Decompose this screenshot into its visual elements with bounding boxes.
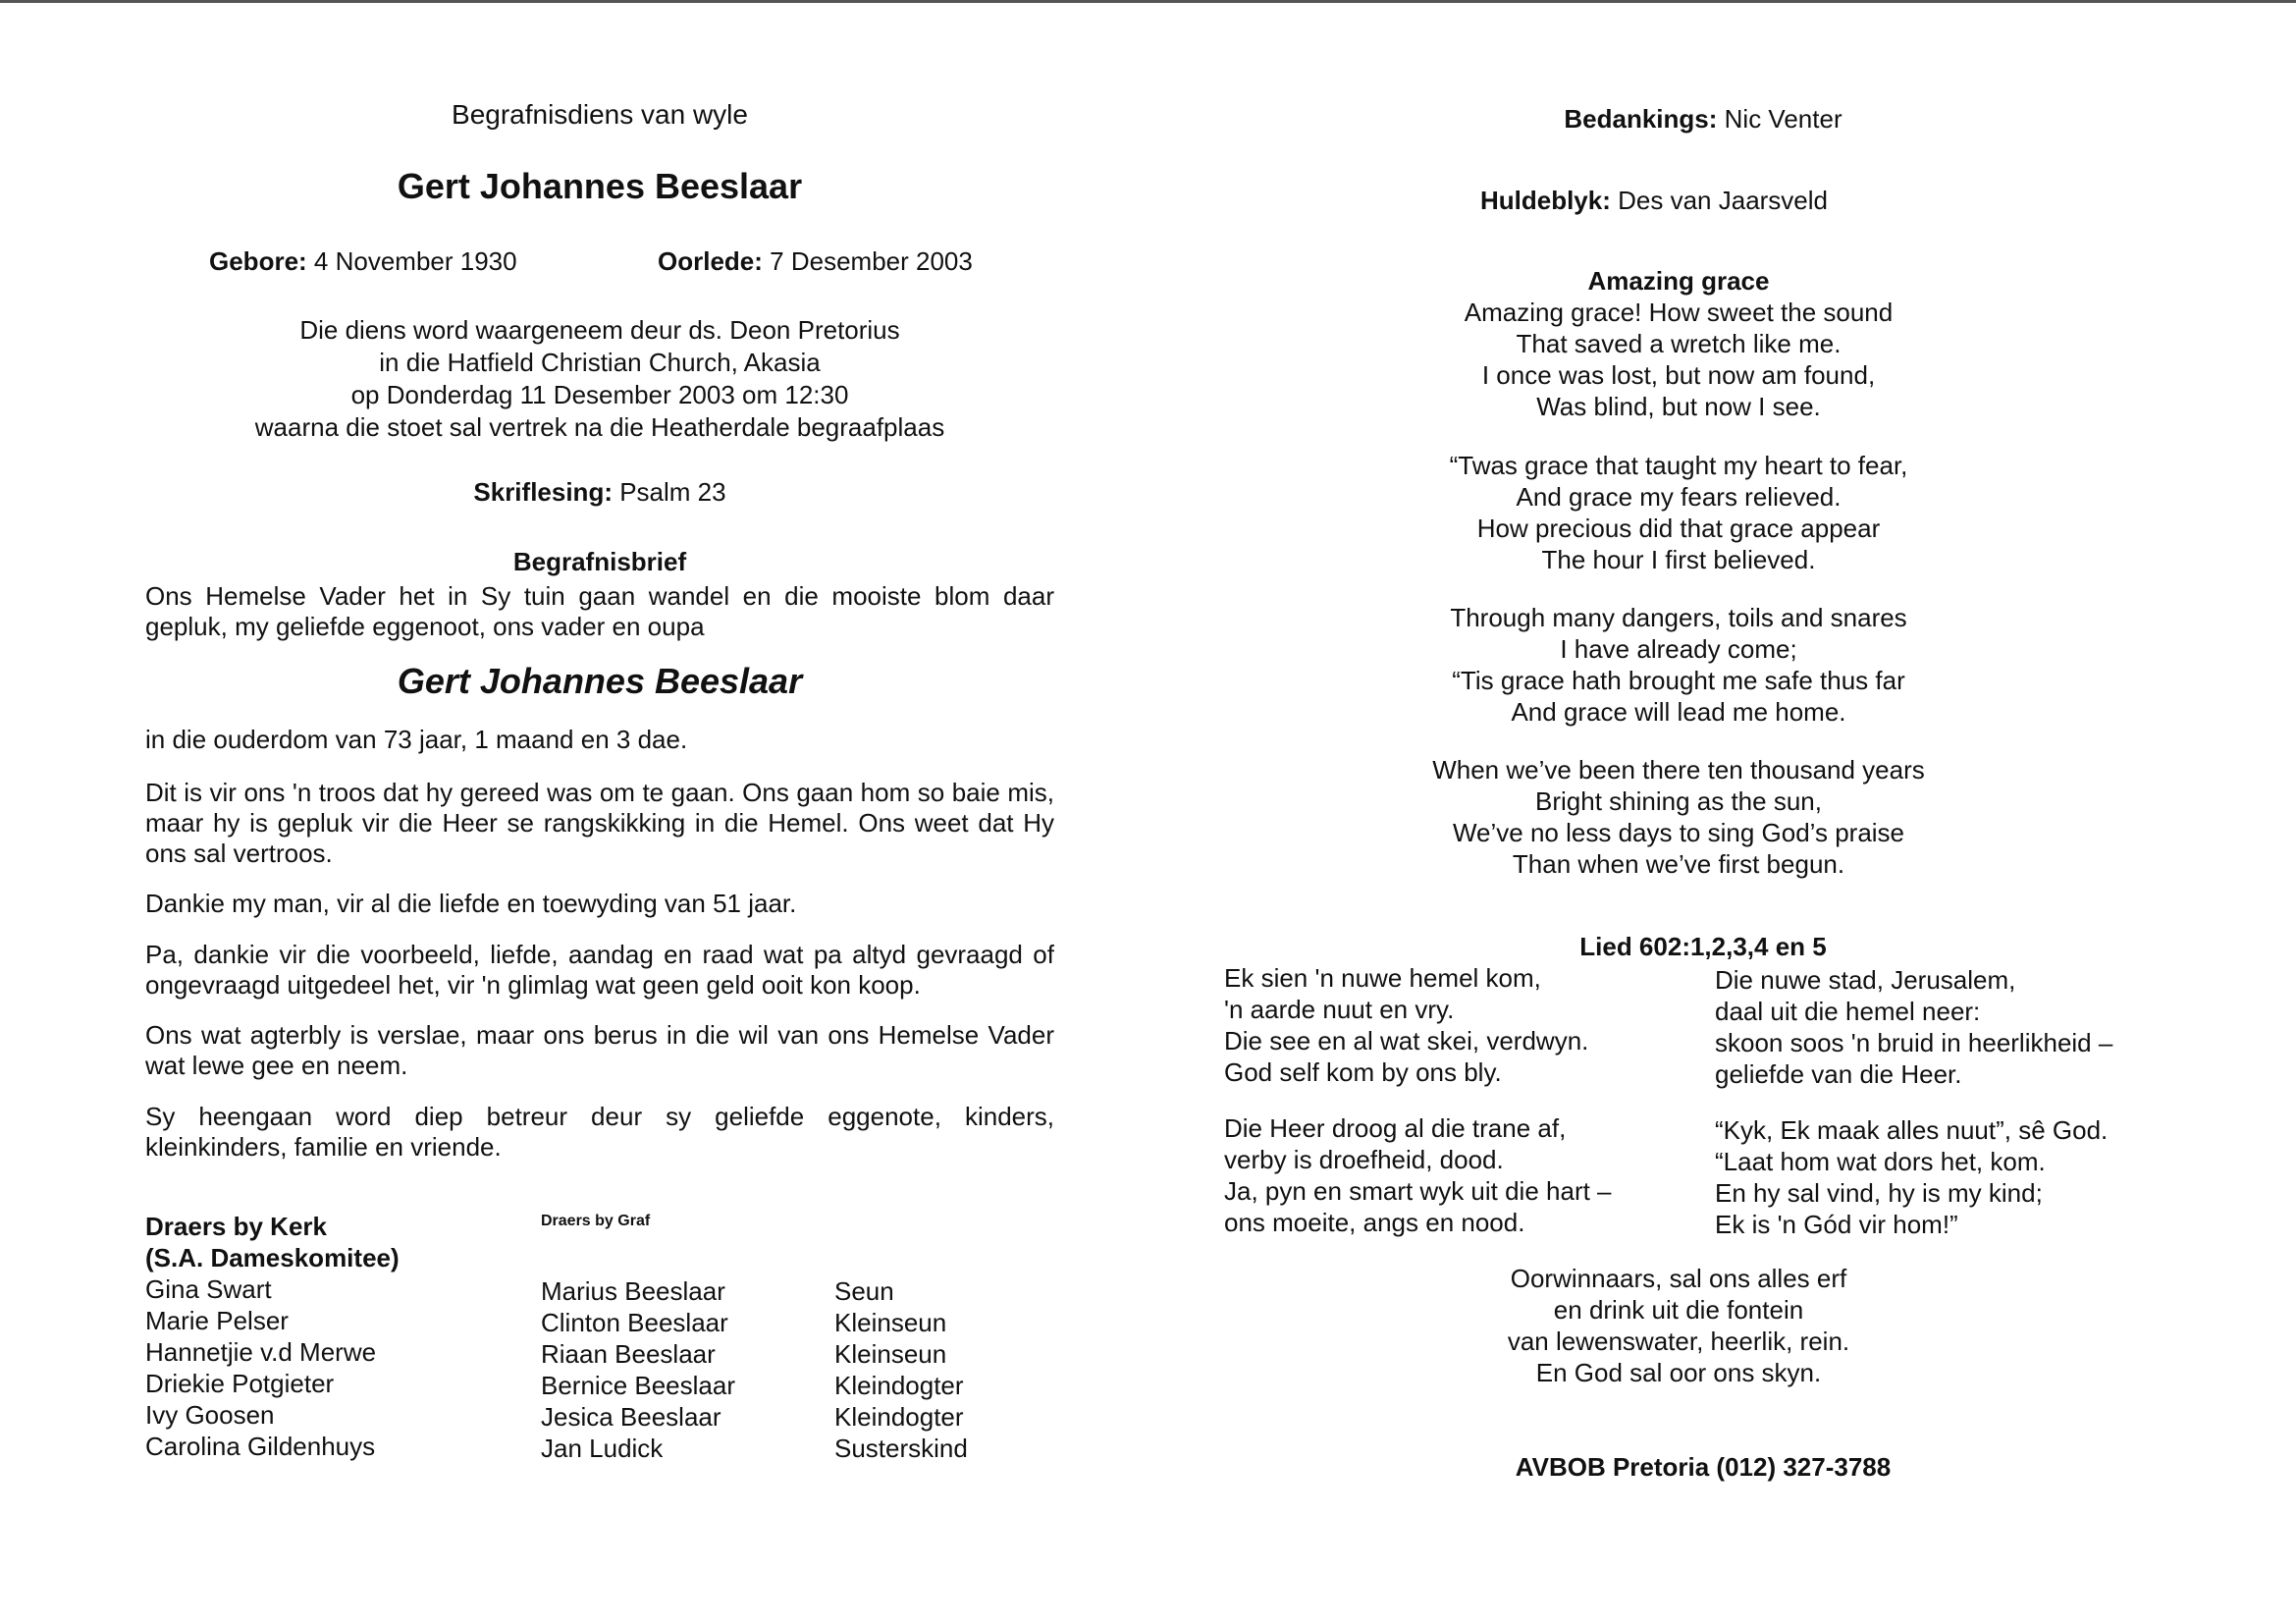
- list-item: Susterskind: [834, 1434, 968, 1463]
- birth-date: [209, 245, 517, 278]
- list-item: Jesica Beeslaar: [541, 1402, 721, 1432]
- song-left-stanza: [1224, 1112, 1612, 1238]
- letter-title: Begrafnisbrief: [512, 547, 687, 576]
- song-line: God self kom by ons bly.: [1224, 1057, 1502, 1087]
- song-line: van lewenswater, heerlik, rein.: [1507, 1326, 1850, 1356]
- hymn-line: That saved a wretch like me.: [1516, 329, 1842, 358]
- hymn-line: Amazing grace! How sweet the sound: [1464, 298, 1894, 327]
- song-line: “Laat hom wat dors het, kom.: [1715, 1147, 2046, 1176]
- hymn-line: Was blind, but now I see.: [1536, 392, 1821, 421]
- song-title: Lied 602:1,2,3,4 en 5: [1579, 932, 1827, 961]
- service-line: in die Hatfield Christian Church, Akasia: [379, 348, 821, 377]
- hymn-line: And grace will lead me home.: [1511, 697, 1846, 727]
- letter-paragraph: Pa, dankie vir die voorbeeld, liefde, aandag en raad wat pa altyd gevraagd of ongevraagd uitgedeel het, vir 'n glimlag wat geen geld ooit kon koop.: [145, 940, 1054, 1000]
- birth-label: Gebore:: [209, 246, 307, 276]
- song-right-stanza: [1715, 964, 2112, 1090]
- hymn-line: And grace my fears relieved.: [1516, 482, 1842, 512]
- church-bearers-subtitle: (S.A. Dameskomitee): [145, 1243, 400, 1272]
- birth-value: 4 November 1930: [313, 246, 517, 276]
- list-item: Carolina Gildenhuys: [145, 1432, 376, 1461]
- list-item: Marius Beeslaar: [541, 1276, 725, 1306]
- list-item: Marie Pelser: [145, 1306, 289, 1335]
- hymn-line: How precious did that grace appear: [1476, 514, 1881, 543]
- song-line: en drink uit die fontein: [1553, 1295, 1804, 1325]
- hymn-line: I have already come;: [1560, 634, 1797, 664]
- hymn-line: “Tis grace hath brought me safe thus far: [1452, 666, 1905, 695]
- hymn-line: Than when we’ve first begun.: [1512, 849, 1845, 879]
- hymn-stanza: [1222, 602, 2135, 728]
- hymn: [1222, 265, 2135, 422]
- scripture-value: Psalm 23: [619, 477, 726, 507]
- song-right-stanza: [1715, 1114, 2108, 1240]
- hymn-title: Amazing grace: [1587, 266, 1770, 296]
- service-details: [145, 314, 1054, 444]
- letter-paragraph: in die ouderdom van 73 jaar, 1 maand en 3 dae.: [145, 725, 688, 754]
- service-line: waarna die stoet sal vertrek na die Heatherdale begraafplaas: [254, 412, 945, 442]
- list-item: Seun: [834, 1276, 894, 1306]
- letter-intro: Ons Hemelse Vader het in Sy tuin gaan wandel en die mooiste blom daar gepluk, my geliefde eggenoot, ons vader en oupa: [145, 581, 1054, 641]
- funeral-home-footer: AVBOB Pretoria (012) 327-3788: [1515, 1452, 1892, 1482]
- list-item: Gina Swart: [145, 1274, 272, 1304]
- song-line: En hy sal vind, hy is my kind;: [1715, 1178, 2043, 1208]
- song-line: “Kyk, Ek maak alles nuut”, sê God.: [1715, 1115, 2109, 1145]
- list-item: Kleinseun: [834, 1339, 947, 1369]
- letter-paragraph: Ons wat agterbly is verslae, maar ons berus in die wil van ons Hemelse Vader wat lewe gee en neem.: [145, 1020, 1054, 1080]
- song-line: verby is droefheid, dood.: [1224, 1145, 1504, 1174]
- hymn-line: We’ve no less days to sing God’s praise: [1452, 818, 1905, 847]
- song-line: skoon soos 'n bruid in heerlikheid –: [1715, 1028, 2113, 1057]
- list-item: Kleindogter: [834, 1402, 964, 1432]
- service-header: Begrafnisdiens van wyle: [452, 99, 748, 130]
- hymn-line: Through many dangers, toils and snares: [1450, 603, 1907, 632]
- hymn-line: I once was lost, but now am found,: [1481, 360, 1876, 390]
- tribute: [1173, 185, 2135, 217]
- tribute-label: Huldeblyk:: [1479, 186, 1611, 215]
- list-item: Kleinseun: [834, 1308, 947, 1337]
- song-line: Ek is 'n Gód vir hom!”: [1715, 1210, 1958, 1239]
- church-bearers-title: Draers by Kerk: [145, 1212, 327, 1241]
- grave-bearers-names: [541, 1275, 735, 1464]
- list-item: Riaan Beeslaar: [541, 1339, 716, 1369]
- death-label: Oorlede:: [658, 246, 763, 276]
- song-final-stanza: [1222, 1263, 2135, 1388]
- scripture-reading: [145, 476, 1054, 509]
- scripture-label: Skriflesing:: [473, 477, 613, 507]
- letter-paragraph: Dit is vir ons 'n troos dat hy gereed was om te gaan. Ons gaan hom so baie mis, maar hy is gepluk vir die Heer se rangskikking in die Hemel. Ons weet dat Hy ons sal vertroos.: [145, 778, 1054, 868]
- church-bearers: [145, 1211, 400, 1462]
- song-line: En God sal oor ons skyn.: [1535, 1358, 1822, 1387]
- list-item: Ivy Goosen: [145, 1400, 275, 1430]
- song-line: 'n aarde nuut en vry.: [1224, 995, 1455, 1024]
- list-item: Kleindogter: [834, 1371, 964, 1400]
- list-item: Bernice Beeslaar: [541, 1371, 735, 1400]
- hymn-line: The hour I first believed.: [1541, 545, 1816, 574]
- hymn-stanza: [1222, 754, 2135, 880]
- hymn-stanza: [1222, 450, 2135, 575]
- song-line: daal uit die hemel neer:: [1715, 997, 1981, 1026]
- list-item: Hannetjie v.d Merwe: [145, 1337, 377, 1367]
- tribute-value: Des van Jaarsveld: [1618, 186, 1829, 215]
- song-line: geliefde van die Heer.: [1715, 1059, 1962, 1089]
- thanks-label: Bedankings:: [1564, 104, 1718, 134]
- scan-edge-line: [0, 0, 2296, 3]
- death-value: 7 Desember 2003: [770, 246, 973, 276]
- deceased-name: Gert Johannes Beeslaar: [397, 166, 803, 206]
- song-line: Die see en al wat skei, verdwyn.: [1224, 1026, 1589, 1056]
- song-line: Die nuwe stad, Jerusalem,: [1715, 965, 2016, 995]
- letter-name: Gert Johannes Beeslaar: [397, 661, 803, 701]
- hymn-line: When we’ve been there ten thousand years: [1432, 755, 1925, 785]
- song-line: Ja, pyn en smart wyk uit die hart –: [1224, 1176, 1612, 1206]
- letter-paragraph: Sy heengaan word diep betreur deur sy geliefde eggenote, kinders, kleinkinders, familie en vriende.: [145, 1102, 1054, 1162]
- hymn-line: “Twas grace that taught my heart to fear,: [1449, 451, 1908, 480]
- service-line: op Donderdag 11 Desember 2003 om 12:30: [350, 380, 849, 409]
- hymn-line: Bright shining as the sun,: [1535, 786, 1822, 816]
- song-line: Oorwinnaars, sal ons alles erf: [1510, 1264, 1847, 1293]
- letter-paragraph: Dankie my man, vir al die liefde en toewyding van 51 jaar.: [145, 889, 797, 918]
- death-date: [658, 245, 973, 278]
- song-line: Ek sien 'n nuwe hemel kom,: [1224, 963, 1541, 993]
- thanks: [1222, 103, 2184, 135]
- list-item: Jan Ludick: [541, 1434, 664, 1463]
- list-item: Driekie Potgieter: [145, 1369, 335, 1398]
- grave-bearers-relations: [834, 1275, 968, 1464]
- song-line: Die Heer droog al die trane af,: [1224, 1113, 1567, 1143]
- thanks-value: Nic Venter: [1724, 104, 1842, 134]
- service-line: Die diens word waargeneem deur ds. Deon Pretorius: [299, 315, 900, 345]
- list-item: Clinton Beeslaar: [541, 1308, 728, 1337]
- grave-bearers-title: Draers by Graf: [541, 1213, 651, 1229]
- song-line: ons moeite, angs en nood.: [1224, 1208, 1525, 1237]
- song-left-stanza: [1224, 962, 1588, 1088]
